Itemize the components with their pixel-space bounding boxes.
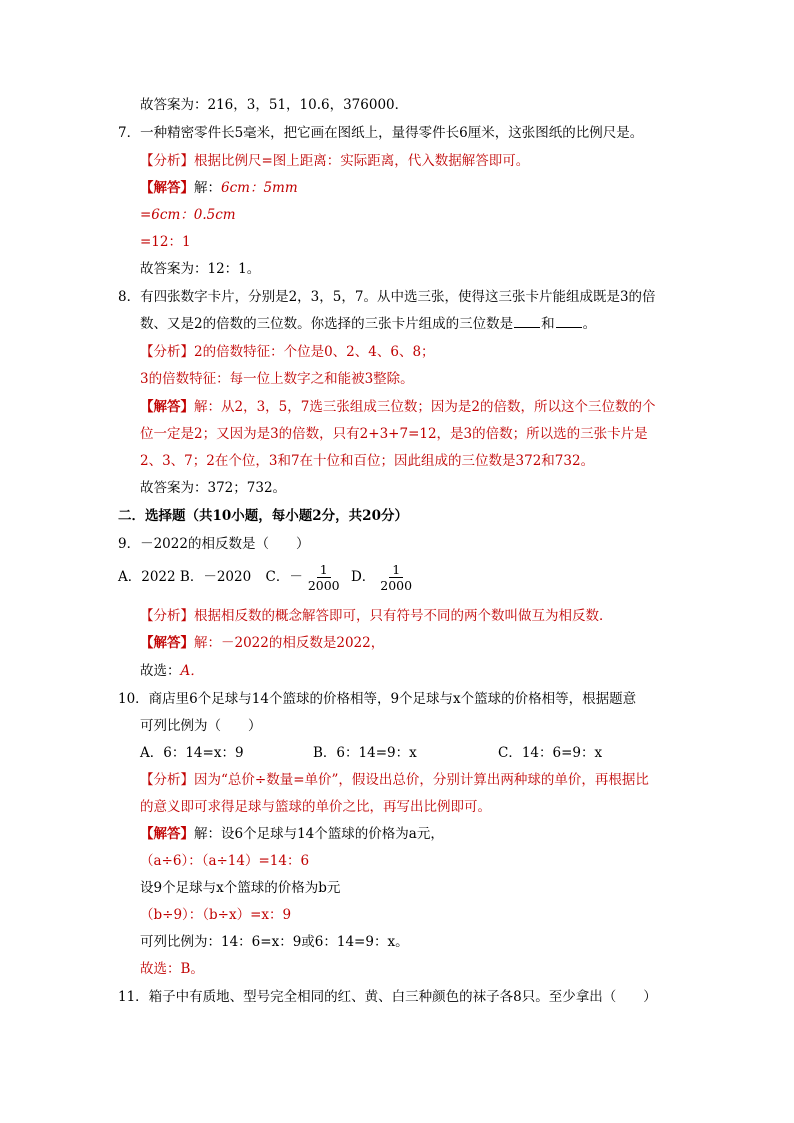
q10-step4: 可列比例为：14：6=x：9或6：14=9：x。 bbox=[140, 934, 409, 950]
q10-solution-line1 bbox=[140, 824, 444, 844]
fraction bbox=[305, 562, 343, 593]
option-d-prefix: D． bbox=[350, 569, 376, 585]
q8-question-part1: 数、又是2的倍数的三位数。你选择的三张卡片组成的三位数是 bbox=[140, 316, 514, 332]
q9-analysis: 【分析】根据相反数的概念解答即可，只有符号不同的两个数叫做互为相反数． bbox=[140, 608, 613, 624]
solution-label: 【解答】 bbox=[140, 180, 194, 196]
option-c-prefix: C．－ bbox=[265, 569, 303, 585]
answer-value: A． bbox=[180, 663, 204, 679]
q8-analysis-line1: 【分析】2的倍数特征：个位是0、2、4、6、8； bbox=[140, 344, 435, 360]
solution-text: 解： bbox=[194, 180, 221, 196]
q9-solution bbox=[140, 633, 384, 653]
q9-solution-text: 解：－2022的相反数是2022， bbox=[194, 635, 385, 651]
q10-option-a: A．6：14=x：9 bbox=[140, 745, 244, 761]
q8-solution-line2: 位一定是2；又因为是3的倍数，只有2+3+7=12，是3的倍数；所以选的三张卡片是 bbox=[140, 426, 648, 442]
q10-question-line1: 10．商店里6个足球与14个篮球的价格相等，9个足球与x个篮球的价格相等，根据题意 bbox=[118, 691, 637, 707]
solution-label: 【解答】 bbox=[140, 399, 194, 415]
q10-question-line2: 可列比例为（ ） bbox=[140, 718, 262, 734]
q7-answer: 故答案为：12：1。 bbox=[140, 261, 261, 277]
q8-question-part2: 和 bbox=[541, 316, 555, 332]
q7-question: 7．一种精密零件长5毫米，把它画在图纸上，量得零件长6厘米，这张图纸的比例尺是。 bbox=[118, 125, 644, 141]
q10-step3: （b÷9）：（b÷x）=x：9 bbox=[140, 907, 292, 923]
q8-question-part3: 。 bbox=[582, 316, 597, 332]
answer-blank-1 bbox=[514, 314, 540, 328]
q9-question: 9．－2022的相反数是（ ） bbox=[118, 536, 310, 552]
q8-analysis-line2: 3的倍数特征：每一位上数字之和能被3整除。 bbox=[140, 371, 414, 387]
q10-analysis-line1: 【分析】因为“总价÷数量=单价”，假设出总价，分别计算出两种球的单价，再根据比 bbox=[140, 772, 649, 788]
option-a: A．2022 bbox=[118, 569, 176, 585]
q9-options bbox=[118, 561, 417, 593]
q10-solution-text: 解：设6个足球与14个篮球的价格为a元， bbox=[194, 826, 444, 842]
q10-step2: 设9个足球与x个篮球的价格为b元 bbox=[140, 880, 341, 896]
solution-label: 【解答】 bbox=[140, 826, 194, 842]
q8-solution-text1: 解：从2，3，5，7选三张组成三位数；因为是2的倍数，所以这个三位数的个 bbox=[194, 399, 656, 415]
q7-analysis: 【分析】根据比例尺=图上距离：实际距离，代入数据解答即可。 bbox=[140, 153, 530, 169]
solution-label: 【解答】 bbox=[140, 635, 194, 651]
q10-step1: （a÷6）：（a÷14）=14：6 bbox=[140, 853, 310, 869]
section-title: 二．选择题（共10小题，每小题2分，共20分） bbox=[118, 508, 408, 524]
q7-step2: =6cm：0.5cm bbox=[140, 207, 236, 223]
q9-answer bbox=[140, 661, 204, 681]
option-d bbox=[351, 561, 417, 593]
q7-solution bbox=[140, 178, 298, 198]
q8-solution-line3: 2、3、7；2在个位，3和7在十位和百位；因此组成的三位数是372和732。 bbox=[140, 453, 595, 469]
answer-prefix: 故选： bbox=[140, 663, 181, 679]
q7-step3: =12：1 bbox=[140, 234, 191, 250]
option-c bbox=[265, 561, 344, 593]
q8-question-line2 bbox=[140, 314, 596, 334]
fraction-denominator: 2000 bbox=[307, 578, 340, 593]
fraction-numerator: 1 bbox=[389, 562, 403, 578]
q8-answer: 故答案为：372；732。 bbox=[140, 480, 287, 496]
q8-question-line1: 8．有四张数字卡片，分别是2，3，5，7。从中选三张，使得这三张卡片能组成既是3的倍 bbox=[118, 289, 656, 305]
q8-solution-line1 bbox=[140, 397, 655, 417]
answer-blank-2 bbox=[556, 314, 582, 328]
q10-analysis-line2: 的意义即可求得足球与篮球的单价之比，再写出比例即可。 bbox=[140, 799, 491, 815]
q10-answer: 故选：B。 bbox=[140, 961, 204, 977]
q11-question: 11．箱子中有质地、型号完全相同的红、黄、白三种颜色的袜子各8只。至少拿出（ ） bbox=[118, 989, 657, 1005]
q10-option-c: C．14：6=9：x bbox=[498, 745, 603, 761]
q7-step1: 6cm：5mm bbox=[221, 180, 298, 196]
fraction-numerator: 1 bbox=[317, 562, 331, 578]
fraction bbox=[377, 562, 415, 593]
q10-option-b: B．6：14=9：x bbox=[313, 745, 417, 761]
option-b: B．－2020 bbox=[179, 569, 252, 585]
fraction-denominator: 2000 bbox=[380, 578, 413, 593]
q6-answer: 故答案为：216，3，51，10.6，376000． bbox=[140, 97, 409, 113]
